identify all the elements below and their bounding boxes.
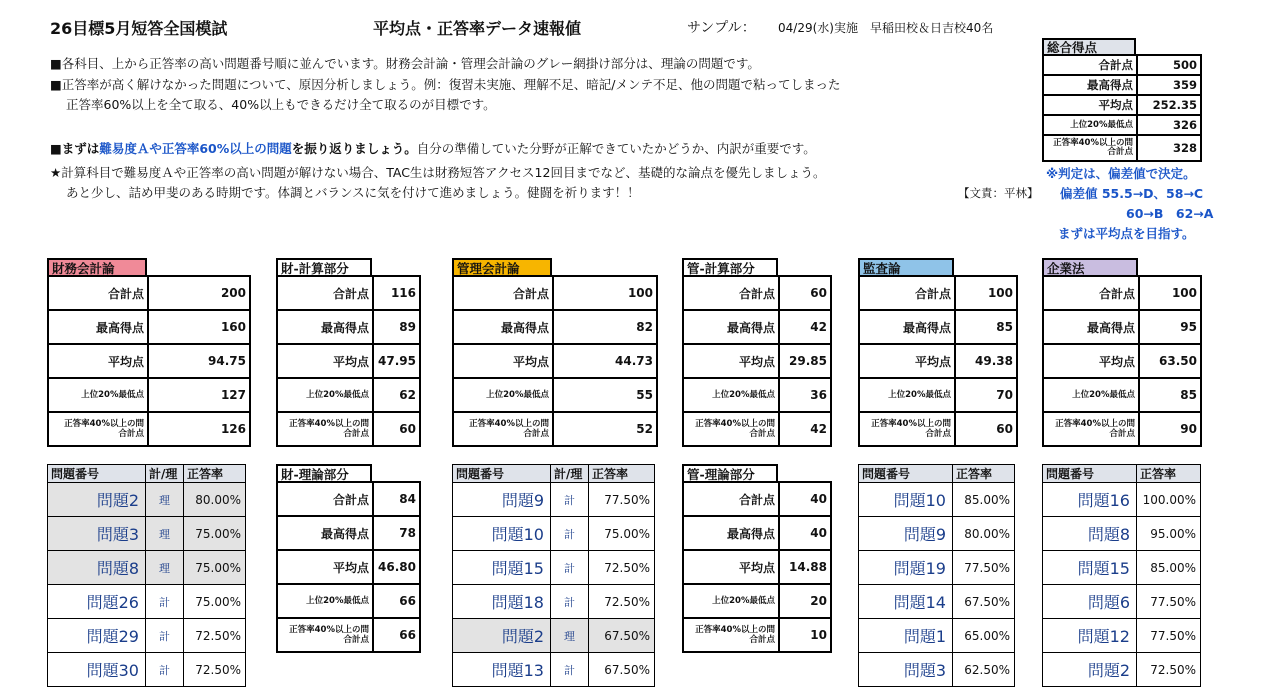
overall-table [1042, 54, 1202, 162]
question-kind: 計 [551, 483, 589, 517]
table-row [1043, 619, 1201, 653]
correct-rate: 75.00% [589, 517, 655, 551]
question-number: 問題26 [48, 585, 146, 619]
note-line-1: ■各科目、上から正答率の高い問題番号順に並んでいます。財務会計論・管理会計論のグレー網掛け部分は、理論の問題です。 [50, 56, 760, 71]
report-subtitle: 平均点・正答率データ速報値 [373, 19, 582, 38]
stat-label: 最高得点 [859, 310, 955, 344]
column-header-kind: 計/理 [551, 465, 589, 483]
question-kind: 計 [551, 551, 589, 585]
stat-value: 78 [373, 516, 420, 550]
question-number: 問題2 [1043, 653, 1137, 687]
stat-value: 55 [553, 378, 657, 412]
stat-value: 42 [779, 412, 831, 446]
table-row [1043, 551, 1201, 585]
stat-value: 40 [779, 482, 831, 516]
overall-label: 上位20%最低点 [1043, 115, 1137, 135]
stat-value: 85 [955, 310, 1017, 344]
overall-label: 平均点 [1043, 95, 1137, 115]
stat-value: 49.38 [955, 344, 1017, 378]
stat-label: 最高得点 [453, 310, 553, 344]
stat-value: 160 [148, 310, 250, 344]
stat-label: 合計点 [453, 276, 553, 310]
stat-label: 正答率40%以上の問 合計点 [859, 412, 955, 446]
stat-value: 94.75 [148, 344, 250, 378]
stat-label: 上位20%最低点 [859, 378, 955, 412]
stat-value: 60 [373, 412, 420, 446]
question-number: 問題12 [1043, 619, 1137, 653]
stat-label: 平均点 [683, 344, 779, 378]
sample-info: 04/29(水)実施 早稲田校＆日吉校40名 [778, 21, 994, 35]
correct-rate: 72.50% [589, 551, 655, 585]
judge-line-1: ※判定は、偏差値で決定。 [1046, 166, 1196, 181]
table-row [453, 619, 655, 653]
stat-value: 127 [148, 378, 250, 412]
stat-value: 20 [779, 584, 831, 618]
stat-label: 合計点 [48, 276, 148, 310]
stat-label: 合計点 [277, 482, 373, 516]
correct-rate: 75.00% [184, 517, 246, 551]
kanri-header: 管理会計論 [452, 258, 552, 275]
zaimu-theory-table [276, 481, 421, 653]
note-line-4d: 自分の準備していた分野が正解できていたかどうか、内訳が重要です。 [416, 141, 816, 156]
table-row [453, 653, 655, 687]
stat-value: 89 [373, 310, 420, 344]
stat-value: 100 [553, 276, 657, 310]
stat-value: 46.80 [373, 550, 420, 584]
table-row [859, 585, 1015, 619]
column-header-no: 問題番号 [453, 465, 551, 483]
stat-value: 44.73 [553, 344, 657, 378]
stat-label: 正答率40%以上の問 合計点 [1043, 412, 1139, 446]
table-row [1043, 653, 1201, 687]
stat-label: 正答率40%以上の問 合計点 [683, 618, 779, 652]
stat-label: 正答率40%以上の問 合計点 [48, 412, 148, 446]
column-header-rate: 正答率 [184, 465, 246, 483]
stat-value: 10 [779, 618, 831, 652]
stat-label: 合計点 [683, 276, 779, 310]
overall-value: 359 [1137, 75, 1201, 95]
correct-rate: 62.50% [953, 653, 1015, 687]
stat-label: 正答率40%以上の問 合計点 [277, 618, 373, 652]
sample-label: サンプル： [687, 20, 756, 36]
stat-label: 最高得点 [683, 516, 779, 550]
overall-label: 正答率40%以上の問 合計点 [1043, 135, 1137, 161]
question-number: 問題1 [859, 619, 953, 653]
table-row [48, 619, 246, 653]
zaimu-calc-header: 財-計算部分 [276, 258, 372, 275]
zaimu-header: 財務会計論 [47, 258, 147, 275]
correct-rate: 77.50% [1137, 585, 1201, 619]
question-kind: 理 [551, 619, 589, 653]
stat-value: 66 [373, 618, 420, 652]
stat-label: 上位20%最低点 [277, 378, 373, 412]
stat-label: 上位20%最低点 [683, 378, 779, 412]
stat-value: 29.85 [779, 344, 831, 378]
stat-label: 最高得点 [48, 310, 148, 344]
question-number: 問題8 [48, 551, 146, 585]
correct-rate: 85.00% [953, 483, 1015, 517]
correct-rate: 72.50% [589, 585, 655, 619]
correct-rate: 72.50% [1137, 653, 1201, 687]
zaimu-table [47, 275, 251, 447]
question-kind: 理 [146, 483, 184, 517]
stat-label: 平均点 [1043, 344, 1139, 378]
stat-value: 36 [779, 378, 831, 412]
question-number: 問題3 [859, 653, 953, 687]
author: 【文責：平林】 [958, 186, 1039, 200]
question-number: 問題16 [1043, 483, 1137, 517]
stat-label: 合計点 [683, 482, 779, 516]
kanri-table [452, 275, 658, 447]
stat-label: 合計点 [277, 276, 373, 310]
overall-value: 500 [1137, 55, 1201, 75]
correct-rate: 67.50% [589, 619, 655, 653]
question-number: 問題10 [859, 483, 953, 517]
kigyo-header: 企業法 [1042, 258, 1138, 275]
kanri-theory-header: 管-理論部分 [682, 464, 778, 481]
question-number: 問題6 [1043, 585, 1137, 619]
correct-rate: 95.00% [1137, 517, 1201, 551]
table-row [859, 653, 1015, 687]
stat-label: 最高得点 [277, 516, 373, 550]
correct-rate: 72.50% [184, 653, 246, 687]
note-line-2: ■正答率が高く解けなかった問題について、原因分析しましょう。例：復習未実施、理解不足、暗記/メンテ不足、他の問題で粘ってしまった [50, 77, 841, 92]
correct-rate: 77.50% [589, 483, 655, 517]
column-header-rate: 正答率 [1137, 465, 1201, 483]
kanri-question-table [452, 464, 655, 687]
column-header-no: 問題番号 [48, 465, 146, 483]
column-header-rate: 正答率 [589, 465, 655, 483]
question-number: 問題13 [453, 653, 551, 687]
column-header-rate: 正答率 [953, 465, 1015, 483]
question-number: 問題3 [48, 517, 146, 551]
overall-value: 326 [1137, 115, 1201, 135]
table-row [453, 483, 655, 517]
zaimu-calc-table [276, 275, 421, 447]
correct-rate: 75.00% [184, 585, 246, 619]
note-line-4-highlight: 難易度Ａや正答率60%以上の問題 [99, 141, 292, 156]
table-row [48, 653, 246, 687]
question-kind: 計 [146, 619, 184, 653]
question-number: 問題29 [48, 619, 146, 653]
overall-label: 最高得点 [1043, 75, 1137, 95]
overall-header: 総合得点 [1042, 38, 1136, 54]
question-number: 問題9 [859, 517, 953, 551]
stat-label: 最高得点 [1043, 310, 1139, 344]
note-line-3: 正答率60%以上を全て取る、40%以上もできるだけ全て取るのが目標です。 [66, 97, 496, 112]
kansa-question-table [858, 464, 1015, 687]
table-row [859, 551, 1015, 585]
question-number: 問題14 [859, 585, 953, 619]
stat-label: 平均点 [277, 550, 373, 584]
correct-rate: 75.00% [184, 551, 246, 585]
correct-rate: 80.00% [184, 483, 246, 517]
stat-value: 200 [148, 276, 250, 310]
question-number: 問題8 [1043, 517, 1137, 551]
stat-value: 70 [955, 378, 1017, 412]
stat-value: 62 [373, 378, 420, 412]
judge-line-4: まずは平均点を目指す。 [1058, 226, 1195, 241]
stat-label: 正答率40%以上の問 合計点 [453, 412, 553, 446]
stat-label: 上位20%最低点 [683, 584, 779, 618]
stat-label: 最高得点 [683, 310, 779, 344]
stat-value: 90 [1139, 412, 1201, 446]
question-number: 問題10 [453, 517, 551, 551]
stat-label: 平均点 [683, 550, 779, 584]
question-kind: 計 [551, 585, 589, 619]
correct-rate: 67.50% [589, 653, 655, 687]
stat-value: 42 [779, 310, 831, 344]
stat-value: 63.50 [1139, 344, 1201, 378]
question-kind: 計 [146, 585, 184, 619]
table-row [48, 517, 246, 551]
stat-value: 82 [553, 310, 657, 344]
question-number: 問題2 [48, 483, 146, 517]
zaimu-theory-header: 財-理論部分 [276, 464, 372, 481]
stat-value: 60 [955, 412, 1017, 446]
question-kind: 理 [146, 517, 184, 551]
column-header-no: 問題番号 [859, 465, 953, 483]
kigyo-table [1042, 275, 1202, 447]
question-number: 問題15 [1043, 551, 1137, 585]
stat-label: 平均点 [859, 344, 955, 378]
stat-value: 66 [373, 584, 420, 618]
stat-value: 84 [373, 482, 420, 516]
overall-value: 328 [1137, 135, 1201, 161]
kanri-calc-header: 管-計算部分 [682, 258, 778, 275]
question-number: 問題30 [48, 653, 146, 687]
stat-label: 上位20%最低点 [277, 584, 373, 618]
stat-label: 上位20%最低点 [453, 378, 553, 412]
stat-label: 合計点 [1043, 276, 1139, 310]
correct-rate: 72.50% [184, 619, 246, 653]
question-number: 問題15 [453, 551, 551, 585]
table-row [453, 517, 655, 551]
correct-rate: 67.50% [953, 585, 1015, 619]
table-row [1043, 585, 1201, 619]
kansa-header: 監査論 [858, 258, 954, 275]
stat-value: 116 [373, 276, 420, 310]
table-row [859, 483, 1015, 517]
stat-label: 平均点 [453, 344, 553, 378]
judge-line-3: 60→B 62→A [1126, 206, 1214, 221]
table-row [48, 585, 246, 619]
table-row [1043, 517, 1201, 551]
correct-rate: 77.50% [1137, 619, 1201, 653]
correct-rate: 77.50% [953, 551, 1015, 585]
table-row [48, 483, 246, 517]
question-kind: 計 [551, 653, 589, 687]
column-header-kind: 計/理 [146, 465, 184, 483]
note-line-4 [50, 139, 816, 159]
stat-label: 合計点 [859, 276, 955, 310]
overall-label: 合計点 [1043, 55, 1137, 75]
note-line-4a: ■まずは [50, 141, 100, 156]
question-number: 問題18 [453, 585, 551, 619]
stat-label: 平均点 [277, 344, 373, 378]
table-row [859, 517, 1015, 551]
zaimu-question-table [47, 464, 246, 687]
kanri-calc-table [682, 275, 832, 447]
judge-line-2: 偏差値 55.5→D、58→C [1060, 186, 1204, 201]
table-row [859, 619, 1015, 653]
note-line-4c: を振り返りましょう。 [291, 141, 417, 156]
question-number: 問題9 [453, 483, 551, 517]
table-row [1043, 483, 1201, 517]
kanri-theory-table [682, 481, 832, 653]
stat-value: 14.88 [779, 550, 831, 584]
overall-value: 252.35 [1137, 95, 1201, 115]
stat-value: 40 [779, 516, 831, 550]
question-number: 問題2 [453, 619, 551, 653]
stat-label: 上位20%最低点 [48, 378, 148, 412]
stat-label: 正答率40%以上の問 合計点 [683, 412, 779, 446]
note-line-5: ★計算科目で難易度Ａや正答率の高い問題が解けない場合、TAC生は財務短答アクセス12回目までなど、基礎的な論点を優先しましょう。 [50, 165, 826, 180]
correct-rate: 80.00% [953, 517, 1015, 551]
question-kind: 理 [146, 551, 184, 585]
stat-value: 52 [553, 412, 657, 446]
question-kind: 計 [146, 653, 184, 687]
question-number: 問題19 [859, 551, 953, 585]
stat-value: 100 [1139, 276, 1201, 310]
correct-rate: 65.00% [953, 619, 1015, 653]
report-title: 26目標5月短答全国模試 [50, 19, 228, 38]
stat-value: 47.95 [373, 344, 420, 378]
column-header-no: 問題番号 [1043, 465, 1137, 483]
stat-label: 正答率40%以上の問 合計点 [277, 412, 373, 446]
kigyo-question-table [1042, 464, 1201, 687]
question-kind: 計 [551, 517, 589, 551]
stat-label: 平均点 [48, 344, 148, 378]
stat-value: 126 [148, 412, 250, 446]
stat-label: 最高得点 [277, 310, 373, 344]
correct-rate: 100.00% [1137, 483, 1201, 517]
table-row [48, 551, 246, 585]
stat-value: 60 [779, 276, 831, 310]
kansa-table [858, 275, 1018, 447]
stat-value: 95 [1139, 310, 1201, 344]
note-line-6: あと少し、詰め甲斐のある時期です。体調とバランスに気を付けて進めましょう。健闘を祈ります！！ [66, 185, 640, 200]
stat-label: 上位20%最低点 [1043, 378, 1139, 412]
table-row [453, 551, 655, 585]
stat-value: 100 [955, 276, 1017, 310]
stat-value: 85 [1139, 378, 1201, 412]
correct-rate: 85.00% [1137, 551, 1201, 585]
table-row [453, 585, 655, 619]
